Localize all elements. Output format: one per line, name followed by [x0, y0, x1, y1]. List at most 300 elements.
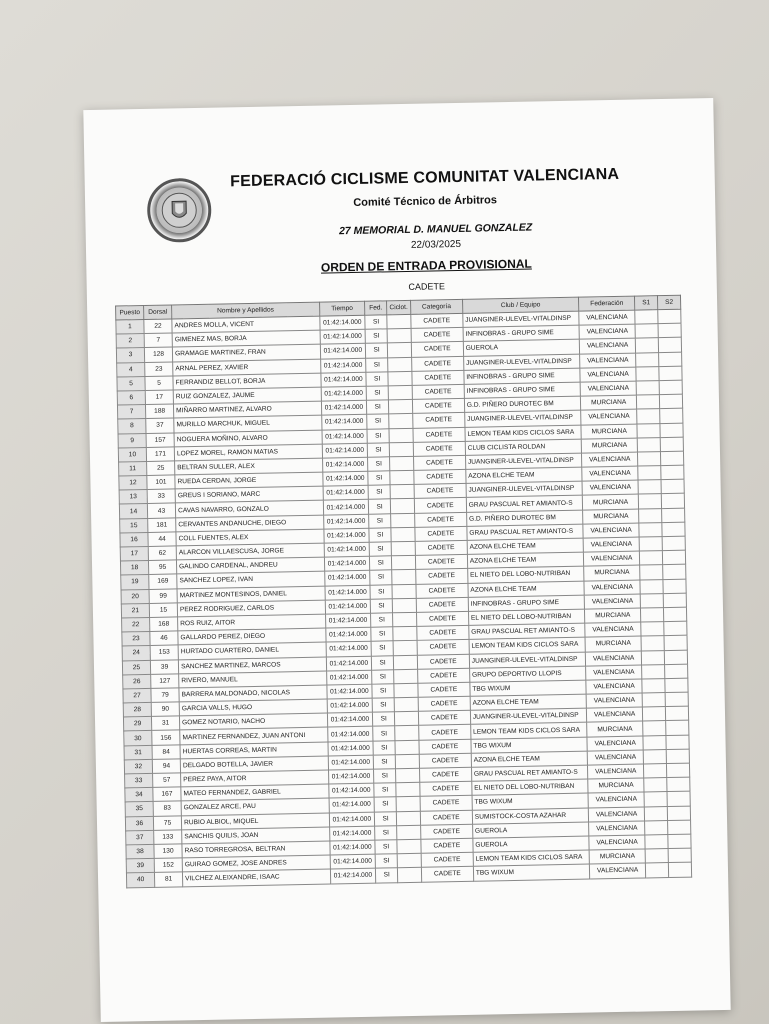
cell-ciclot	[391, 513, 415, 528]
cell-tiempo: 01:42:14.000	[328, 783, 374, 798]
cell-federacion: VALENCIANA	[588, 764, 644, 779]
cell-ciclot	[394, 697, 418, 712]
cell-puesto: 18	[120, 561, 148, 576]
cell-tiempo: 01:42:14.000	[326, 684, 372, 699]
cell-tiempo: 01:42:14.000	[329, 826, 375, 841]
cell-federacion: VALENCIANA	[582, 452, 638, 467]
cell-dorsal: 81	[154, 872, 182, 887]
cell-tiempo: 01:42:14.000	[321, 415, 367, 430]
cell-s1	[643, 707, 666, 722]
cell-dorsal: 33	[147, 489, 175, 504]
cell-s2	[660, 423, 683, 438]
cell-categoria: CADETE	[418, 711, 470, 726]
cell-federacion: VALENCIANA	[582, 480, 638, 495]
cell-categoria: CADETE	[413, 441, 465, 456]
cell-puesto: 38	[126, 844, 154, 859]
cell-fed: SI	[370, 599, 392, 614]
cell-nombre: ROS RUIZ, AITOR	[178, 614, 326, 631]
cell-federacion: MURCIANA	[589, 849, 645, 864]
cell-federacion: VALENCIANA	[583, 537, 639, 552]
cell-dorsal: 90	[151, 702, 179, 717]
cell-puesto: 34	[125, 788, 153, 803]
cell-ciclot	[394, 712, 418, 727]
cell-s1	[642, 693, 665, 708]
cell-federacion: MURCIANA	[588, 778, 644, 793]
cell-tiempo: 01:42:14.000	[330, 868, 376, 883]
event-date: 22/03/2025	[410, 238, 462, 251]
cell-s2	[665, 678, 688, 693]
cell-s2	[667, 763, 690, 778]
cell-s2	[659, 352, 682, 367]
cell-nombre: CAVAS NAVARRO, GONZALO	[175, 501, 323, 518]
cell-categoria: CADETE	[417, 640, 469, 655]
cell-fed: SI	[374, 797, 396, 812]
cell-club: GUEROLA	[463, 340, 580, 356]
cell-nombre: NOGUERA MOÑINO, ALVARO	[174, 430, 322, 447]
cell-dorsal: 57	[153, 773, 181, 788]
cell-dorsal: 153	[150, 645, 178, 660]
cell-nombre: LOPEZ MOREL, RAMON MATIAS	[174, 444, 322, 461]
cell-s2	[663, 593, 686, 608]
cell-fed: SI	[366, 386, 388, 401]
cell-federacion: MURCIANA	[583, 509, 639, 524]
cell-tiempo: 01:42:14.000	[322, 457, 368, 472]
cell-federacion: VALENCIANA	[580, 367, 636, 382]
cell-s2	[661, 451, 684, 466]
cell-nombre: PEREZ RODRIGUEZ, CARLOS	[177, 600, 325, 617]
cell-nombre: RUIZ GONZALEZ, JAUME	[173, 387, 321, 404]
organization-title: FEDERACIÓ CICLISME COMUNITAT VALENCIANA	[229, 165, 620, 191]
cell-ciclot	[395, 754, 419, 769]
cell-puesto: 14	[119, 504, 147, 519]
cell-categoria: CADETE	[421, 852, 473, 867]
cell-s2	[662, 536, 685, 551]
cell-dorsal: 95	[148, 560, 176, 575]
cell-dorsal: 181	[148, 518, 176, 533]
cell-fed: SI	[375, 854, 397, 869]
cell-categoria: CADETE	[411, 356, 463, 371]
cell-fed: SI	[373, 755, 395, 770]
cell-s1	[644, 792, 667, 807]
federation-seal-logo	[147, 178, 212, 243]
cell-club: AZONA ELCHE TEAM	[467, 552, 584, 568]
cell-tiempo: 01:42:14.000	[329, 798, 375, 813]
cell-club: GRAU PASCUAL RET AMIANTO-S	[466, 496, 583, 512]
cell-fed: SI	[366, 372, 388, 387]
cell-ciclot	[395, 726, 419, 741]
header-tiempo: Tiempo	[319, 301, 365, 316]
cell-dorsal: 101	[147, 475, 175, 490]
cell-federacion: VALENCIANA	[590, 863, 646, 878]
cell-s2	[668, 848, 691, 863]
cell-categoria: CADETE	[412, 398, 464, 413]
cell-s1	[636, 352, 659, 367]
cell-puesto: 36	[125, 816, 153, 831]
cell-club: JUANGINER-ULEVEL-VITALDINSP	[469, 652, 586, 668]
cell-s2	[664, 607, 687, 622]
cell-federacion: VALENCIANA	[579, 338, 635, 353]
cell-s2	[660, 437, 683, 452]
cell-federacion: VALENCIANA	[586, 693, 642, 708]
cell-fed: SI	[367, 428, 389, 443]
cell-puesto: 11	[119, 461, 147, 476]
cell-tiempo: 01:42:14.000	[329, 840, 375, 855]
cell-club: AZONA ELCHE TEAM	[471, 751, 588, 767]
cell-s2	[667, 777, 690, 792]
cell-categoria: CADETE	[413, 455, 465, 470]
cell-nombre: SANCHEZ LOPEZ, IVAN	[177, 571, 325, 588]
cell-s1	[639, 522, 662, 537]
cell-tiempo: 01:42:14.000	[327, 712, 373, 727]
cell-s1	[638, 494, 661, 509]
cell-categoria: CADETE	[417, 654, 469, 669]
cell-club: JUANGINER-ULEVEL-VITALDINSP	[464, 410, 581, 426]
cell-dorsal: 43	[147, 503, 175, 518]
cell-s1	[642, 678, 665, 693]
cell-ciclot	[397, 868, 421, 883]
cell-fed: SI	[370, 556, 392, 571]
cell-federacion: VALENCIANA	[584, 580, 640, 595]
cell-fed: SI	[368, 457, 390, 472]
cell-fed: SI	[369, 513, 391, 528]
cell-categoria: CADETE	[414, 469, 466, 484]
cell-ciclot	[392, 570, 416, 585]
cell-dorsal: 133	[154, 830, 182, 845]
cell-dorsal: 37	[146, 418, 174, 433]
cell-s1	[635, 338, 658, 353]
cell-puesto: 33	[125, 773, 153, 788]
cell-s2	[661, 465, 684, 480]
cell-s2	[667, 806, 690, 821]
cell-s2	[668, 834, 691, 849]
cell-s2	[662, 550, 685, 565]
cell-tiempo: 01:42:14.000	[330, 854, 376, 869]
cell-club: LEMON TEAM KIDS CICLOS SARA	[473, 850, 590, 866]
cell-s1	[645, 820, 668, 835]
cell-club: INFINOBRAS - GRUPO SIME	[468, 595, 585, 611]
cell-tiempo: 01:42:14.000	[324, 571, 370, 586]
cell-fed: SI	[372, 698, 394, 713]
cell-club: GRAU PASCUAL RET AMIANTO-S	[469, 623, 586, 639]
cell-dorsal: 167	[153, 787, 181, 802]
cell-ciclot	[393, 612, 417, 627]
cell-tiempo: 01:42:14.000	[326, 656, 372, 671]
cell-club: TBG WIXUM	[470, 680, 587, 696]
cell-dorsal: 94	[152, 759, 180, 774]
cell-ciclot	[390, 499, 414, 514]
cell-s1	[640, 593, 663, 608]
cell-s1	[638, 451, 661, 466]
cell-categoria: CADETE	[417, 668, 469, 683]
cell-s1	[643, 749, 666, 764]
cell-nombre: RUEDA CERDAN, JORGE	[175, 472, 323, 489]
cell-s1	[638, 480, 661, 495]
cell-s1	[638, 466, 661, 481]
cell-ciclot	[397, 825, 421, 840]
cell-dorsal: 152	[154, 858, 182, 873]
cell-fed: SI	[376, 868, 398, 883]
cell-nombre: ALARCON VILLAESCUSA, JORGE	[176, 543, 324, 560]
cell-federacion: VALENCIANA	[586, 679, 642, 694]
cell-categoria: CADETE	[416, 611, 468, 626]
cell-s2	[658, 323, 681, 338]
cell-tiempo: 01:42:14.000	[323, 485, 369, 500]
cell-s2	[666, 749, 689, 764]
cell-nombre: DELGADO BOTELLA, JAVIER	[180, 756, 328, 773]
cell-club: AZONA ELCHE TEAM	[468, 581, 585, 597]
cell-nombre: GONZALEZ ARCE, PAU	[181, 798, 329, 815]
cell-club: LEMON TEAM KIDS CICLOS SARA	[469, 637, 586, 653]
cell-club: JUANGINER-ULEVEL-VITALDINSP	[470, 708, 587, 724]
cell-s2	[666, 721, 689, 736]
cell-nombre: ANDRES MOLLA, VICENT	[172, 316, 320, 333]
cell-nombre: SANCHIS QUILIS, JOAN	[182, 827, 330, 844]
cell-tiempo: 01:42:14.000	[323, 500, 369, 515]
cell-tiempo: 01:42:14.000	[325, 613, 371, 628]
cell-nombre: MATEO FERNANDEZ, GABRIEL	[181, 784, 329, 801]
category-label: CADETE	[408, 281, 446, 292]
cell-s2	[664, 621, 687, 636]
cell-fed: SI	[372, 669, 394, 684]
cell-fed: SI	[369, 528, 391, 543]
cell-ciclot	[393, 626, 417, 641]
cell-fed: SI	[365, 329, 387, 344]
cell-s1	[640, 551, 663, 566]
cell-puesto: 2	[116, 334, 144, 349]
cell-puesto: 31	[124, 745, 152, 760]
cell-dorsal: 25	[147, 461, 175, 476]
cell-club: CLUB CICLISTA ROLDAN	[465, 439, 582, 455]
cell-federacion: VALENCIANA	[589, 821, 645, 836]
cell-club: INFINOBRAS - GRUPO SIME	[464, 368, 581, 384]
cell-puesto: 8	[118, 419, 146, 434]
results-table	[115, 295, 692, 888]
cell-categoria: CADETE	[421, 867, 473, 882]
cell-dorsal: 83	[153, 801, 181, 816]
cell-club: GRAU PASCUAL RET AMIANTO-S	[471, 765, 588, 781]
cell-nombre: MURILLO MARCHUK, MIGUEL	[174, 415, 322, 432]
cell-categoria: CADETE	[420, 810, 472, 825]
cell-club: LEMON TEAM KIDS CICLOS SARA	[465, 425, 582, 441]
cell-federacion: VALENCIANA	[584, 551, 640, 566]
cell-s1	[645, 834, 668, 849]
cell-ciclot	[387, 314, 411, 329]
cell-categoria: CADETE	[414, 498, 466, 513]
cell-tiempo: 01:42:14.000	[321, 386, 367, 401]
cell-ciclot	[392, 598, 416, 613]
cell-puesto: 29	[123, 717, 151, 732]
cell-s1	[641, 622, 664, 637]
cell-fed: SI	[369, 499, 391, 514]
cell-federacion: VALENCIANA	[588, 792, 644, 807]
cell-ciclot	[390, 456, 414, 471]
cell-s1	[637, 395, 660, 410]
cell-tiempo: 01:42:14.000	[327, 698, 373, 713]
cell-federacion: VALENCIANA	[580, 381, 636, 396]
cell-federacion: MURCIANA	[581, 424, 637, 439]
cell-categoria: CADETE	[413, 413, 465, 428]
cell-s2	[663, 565, 686, 580]
cell-dorsal: 171	[146, 447, 174, 462]
cell-fed: SI	[374, 783, 396, 798]
cell-tiempo: 01:42:14.000	[326, 670, 372, 685]
cell-tiempo: 01:42:14.000	[323, 514, 369, 529]
header-s1: S1	[635, 296, 658, 310]
header-nombre: Nombre y Apellidos	[172, 302, 320, 319]
cell-fed: SI	[372, 684, 394, 699]
cell-s1	[636, 381, 659, 396]
header-categoria: Categoría	[410, 299, 462, 314]
cell-fed: SI	[366, 357, 388, 372]
cell-dorsal: 79	[151, 688, 179, 703]
cell-club: INFINOBRAS - GRUPO SIME	[463, 325, 580, 341]
cell-ciclot	[389, 442, 413, 457]
cell-s2	[664, 635, 687, 650]
cell-fed: SI	[367, 414, 389, 429]
cell-tiempo: 01:42:14.000	[328, 769, 374, 784]
cell-federacion: VALENCIANA	[588, 807, 644, 822]
cell-s2	[666, 735, 689, 750]
cell-dorsal: 22	[144, 319, 172, 334]
cell-federacion: VALENCIANA	[585, 622, 641, 637]
header-dorsal: Dorsal	[144, 305, 172, 320]
cell-tiempo: 01:42:14.000	[328, 741, 374, 756]
cell-puesto: 25	[122, 660, 150, 675]
cell-nombre: MARTINEZ FERNANDEZ, JUAN ANTONI	[180, 727, 328, 744]
cell-federacion: VALENCIANA	[580, 353, 636, 368]
cell-s2	[660, 408, 683, 423]
cell-categoria: CADETE	[420, 781, 472, 796]
cell-puesto: 20	[121, 589, 149, 604]
cell-federacion: VALENCIANA	[579, 324, 635, 339]
cell-puesto: 15	[120, 518, 148, 533]
header-s2: S2	[658, 295, 681, 309]
cell-s1	[641, 650, 664, 665]
cell-nombre: BELTRAN SULLER, ALEX	[175, 458, 323, 475]
cell-puesto: 26	[123, 674, 151, 689]
cell-puesto: 28	[123, 702, 151, 717]
cell-club: INFINOBRAS - GRUPO SIME	[464, 382, 581, 398]
cell-s1	[637, 423, 660, 438]
cell-s2	[668, 820, 691, 835]
cell-categoria: CADETE	[417, 625, 469, 640]
cell-ciclot	[387, 329, 411, 344]
cell-federacion: VALENCIANA	[589, 835, 645, 850]
cell-nombre: HURTADO CUARTERO, DANIEL	[178, 642, 326, 659]
event-name: 27 MEMORIAL D. MANUEL GONZALEZ	[338, 221, 533, 238]
cell-ciclot	[392, 584, 416, 599]
cell-puesto: 16	[120, 532, 148, 547]
cell-categoria: CADETE	[418, 696, 470, 711]
cell-categoria: CADETE	[415, 540, 467, 555]
cell-tiempo: 01:42:14.000	[325, 585, 371, 600]
cell-ciclot	[393, 641, 417, 656]
cell-s2	[668, 862, 691, 877]
cell-puesto: 37	[126, 830, 154, 845]
cell-federacion: MURCIANA	[581, 395, 637, 410]
cell-s1	[643, 721, 666, 736]
cell-tiempo: 01:42:14.000	[320, 372, 366, 387]
cell-nombre: GRAMAGE MARTINEZ, FRAN	[172, 345, 320, 362]
cell-categoria: CADETE	[414, 484, 466, 499]
cell-nombre: MARTINEZ MONTESINOS, DANIEL	[177, 586, 325, 603]
cell-categoria: CADETE	[411, 313, 463, 328]
cell-fed: SI	[367, 443, 389, 458]
cell-s1	[639, 508, 662, 523]
cell-dorsal: 7	[144, 333, 172, 348]
cell-nombre: BARRERA MALDONADO, NICOLAS	[179, 685, 327, 702]
cell-nombre: GALLARDO PEREZ, DIEGO	[178, 628, 326, 645]
cell-s2	[663, 579, 686, 594]
cell-dorsal: 127	[151, 674, 179, 689]
cell-s2	[658, 338, 681, 353]
cell-federacion: VALENCIANA	[582, 466, 638, 481]
cell-club: JUANGINER-ULEVEL-VITALDINSP	[466, 481, 583, 497]
cell-ciclot	[394, 669, 418, 684]
cell-categoria: CADETE	[412, 384, 464, 399]
cell-nombre: GREUS I SORIANO, MARC	[175, 486, 323, 503]
cell-fed: SI	[367, 400, 389, 415]
cell-s1	[637, 437, 660, 452]
cell-ciclot	[397, 853, 421, 868]
cell-nombre: HUERTAS CORREAS, MARTIN	[180, 742, 328, 759]
cell-tiempo: 01:42:14.000	[329, 812, 375, 827]
cell-fed: SI	[366, 343, 388, 358]
cell-fed: SI	[374, 769, 396, 784]
cell-club: SUMISTOCK-COSTA AZAHAR	[472, 808, 589, 824]
cell-s2	[665, 706, 688, 721]
cell-categoria: CADETE	[411, 328, 463, 343]
cell-s1	[644, 778, 667, 793]
cell-fed: SI	[371, 627, 393, 642]
cell-nombre: GOMEZ NOTARIO, NACHO	[180, 713, 328, 730]
cell-s1	[635, 324, 658, 339]
cell-dorsal: 5	[145, 376, 173, 391]
cell-nombre: RIVERO, MANUEL	[179, 671, 327, 688]
cell-club: TBG WIXUM	[472, 793, 589, 809]
cell-categoria: CADETE	[420, 796, 472, 811]
cell-dorsal: 156	[152, 730, 180, 745]
cell-categoria: CADETE	[416, 597, 468, 612]
cell-nombre: COLL FUENTES, ALEX	[176, 529, 324, 546]
cell-federacion: VALENCIANA	[587, 736, 643, 751]
cell-dorsal: 75	[153, 815, 181, 830]
cell-puesto: 39	[126, 859, 154, 874]
cell-s1	[644, 764, 667, 779]
cell-s1	[635, 310, 658, 325]
cell-federacion: MURCIANA	[581, 438, 637, 453]
cell-categoria: CADETE	[411, 342, 463, 357]
cell-club: JUANGINER-ULEVEL-VITALDINSP	[463, 311, 580, 327]
cell-club: EL NIETO DEL LOBO-NUTRIBAN	[467, 566, 584, 582]
cell-fed: SI	[373, 740, 395, 755]
cell-puesto: 9	[118, 433, 146, 448]
cell-nombre: CERVANTES ANDANUCHE, DIEGO	[176, 515, 324, 532]
header-federacion: Federación	[579, 296, 635, 311]
cell-nombre: MIÑARRO MARTINEZ, ALVARO	[174, 401, 322, 418]
cell-nombre: PEREZ PAYA, AITOR	[181, 770, 329, 787]
cell-puesto: 23	[122, 632, 150, 647]
cell-fed: SI	[370, 570, 392, 585]
cell-tiempo: 01:42:14.000	[319, 315, 365, 330]
cell-tiempo: 01:42:14.000	[324, 542, 370, 557]
cell-puesto: 40	[126, 873, 154, 888]
cell-puesto: 7	[117, 405, 145, 420]
header-ciclot: Ciclot.	[387, 300, 411, 314]
cell-tiempo: 01:42:14.000	[322, 443, 368, 458]
cell-categoria: CADETE	[419, 725, 471, 740]
cell-club: G.D. PIÑERO DUROTEC BM	[466, 510, 583, 526]
